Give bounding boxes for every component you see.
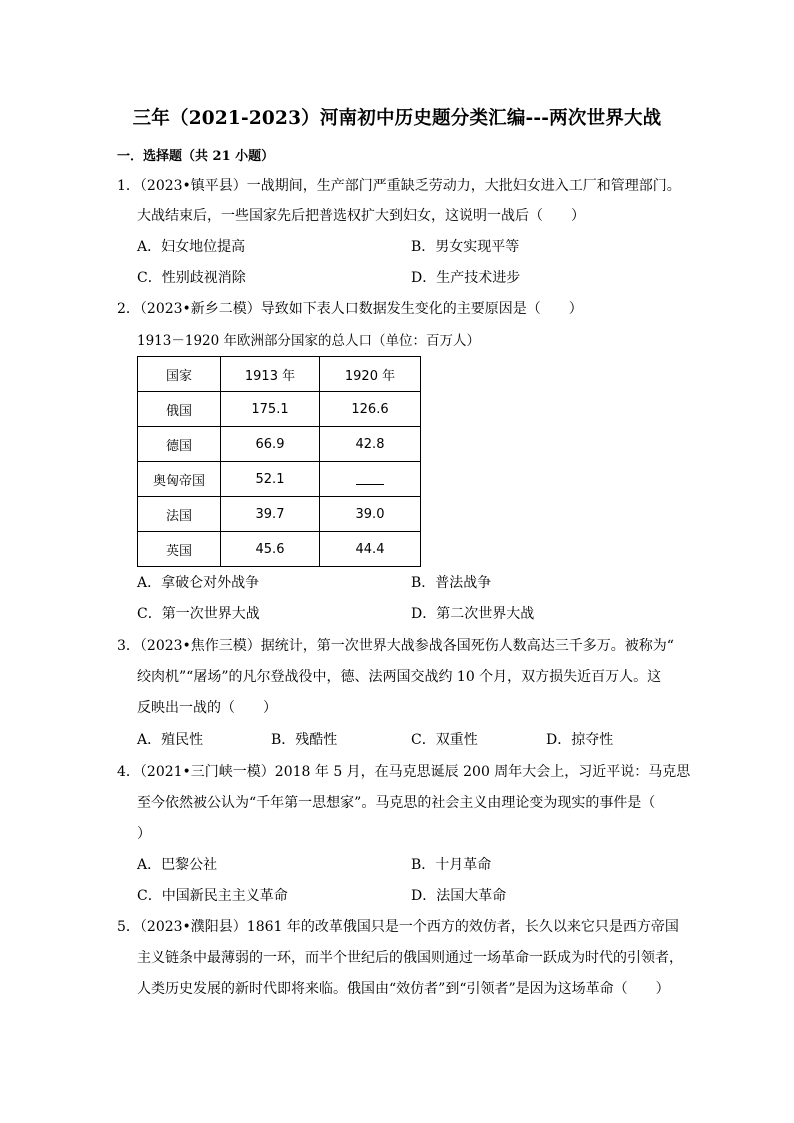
question-1-line-2: 大战结束后，一些国家先后把普选权扩大到妇女，这说明一战后（ ）: [137, 208, 585, 224]
question-4-option-b: B．十月革命: [411, 857, 492, 873]
question-5-line-1: 5．（2023•濮阳县）1861 年的改革俄国只是一个西方的效仿者，长久以来它只是西方帝国: [117, 919, 679, 935]
question-4-option-c: C．中国新民主主义革命: [137, 888, 288, 904]
document-title: 三年（2021-2023）河南初中历史题分类汇编---两次世界大战: [132, 108, 662, 129]
question-1-option-c: C．性别歧视消除: [137, 270, 246, 286]
table-cell: 法国: [138, 497, 221, 532]
table-cell: 42.8: [320, 427, 421, 462]
question-4-line-3: ）: [137, 826, 151, 842]
table-header-cell: 1920 年: [320, 357, 421, 392]
table-cell: 175.1: [221, 392, 320, 427]
table-row: [138, 497, 421, 532]
question-1-line-1: 1．（2023•镇平县）一战期间，生产部门严重缺乏劳动力，大批妇女进入工厂和管理部门。: [117, 178, 681, 194]
question-2-option-a: A．拿破仑对外战争: [137, 575, 260, 591]
question-4-option-a: A．巴黎公社: [137, 857, 218, 873]
question-4-option-d: D．法国大革命: [411, 888, 507, 904]
table-cell: 44.4: [320, 532, 421, 567]
table-cell: 奥匈帝国: [138, 462, 221, 497]
question-3-option-b: B．残酷性: [271, 732, 338, 748]
question-3-option-d: D．掠夺性: [546, 732, 614, 748]
question-5-line-2: 主义链条中最薄弱的一环，而半个世纪后的俄国则通过一场革命一跃成为时代的引领者，: [137, 950, 683, 966]
question-2-option-b: B．普法战争: [411, 575, 492, 591]
question-3-line-1: 3．（2023•焦作三模）据统计，第一次世界大战参战各国死伤人数高达三千多万。被称为“: [117, 638, 674, 654]
question-2-option-c: C．第一次世界大战: [137, 606, 260, 622]
table-cell: 126.6: [320, 392, 421, 427]
table-header-row: [138, 357, 421, 392]
question-5-line-3: 人类历史发展的新时代即将来临。俄国由“效仿者”到“引领者”是因为这场革命（ ）: [137, 981, 670, 997]
table-row: [138, 427, 421, 462]
table-cell: 52.1: [221, 462, 320, 497]
question-1-option-b: B．男女实现平等: [411, 239, 520, 255]
question-3-line-3: 反映出一战的（ ）: [137, 700, 277, 716]
table-cell-blank: [320, 462, 421, 497]
table-caption: 1913－1920 年欧洲部分国家的总人口（单位：百万人）: [137, 333, 481, 349]
table-cell: 英国: [138, 532, 221, 567]
question-3-line-2: 绞肉机”“屠场”的凡尔登战役中，德、法两国交战约 10 个月，双方损失近百万人。这: [137, 669, 662, 685]
table-cell: 39.7: [221, 497, 320, 532]
table-cell: 俄国: [138, 392, 221, 427]
table-header-cell: 国家: [138, 357, 221, 392]
question-2-option-d: D．第二次世界大战: [411, 606, 535, 622]
table-cell: 39.0: [320, 497, 421, 532]
table-cell: 66.9: [221, 427, 320, 462]
table-row: [138, 532, 421, 567]
question-3-option-c: C．双重性: [411, 732, 478, 748]
question-3-option-a: A．殖民性: [137, 732, 204, 748]
table-cell: 45.6: [221, 532, 320, 567]
table-header-cell: 1913 年: [221, 357, 320, 392]
section-heading: 一．选择题（共 21 小题）: [117, 149, 275, 164]
table-row: [138, 392, 421, 427]
population-table: [137, 356, 421, 567]
question-4-line-2: 至今依然被公认为“千年第一思想家”。马克思的社会主义由理论变为现实的事件是（: [137, 795, 656, 811]
question-2-line-1: 2．（2023•新乡二模）导致如下表人口数据发生变化的主要原因是（ ）: [117, 301, 583, 317]
question-1-option-d: D．生产技术进步: [411, 270, 521, 286]
table-cell: 德国: [138, 427, 221, 462]
answer-blank-line: [356, 474, 384, 485]
question-1-option-a: A．妇女地位提高: [137, 239, 246, 255]
table-row: [138, 462, 421, 497]
question-4-line-1: 4．（2021•三门峡一模）2018 年 5 月，在马克思诞辰 200 周年大会上，习近平说：马克思: [117, 764, 691, 780]
